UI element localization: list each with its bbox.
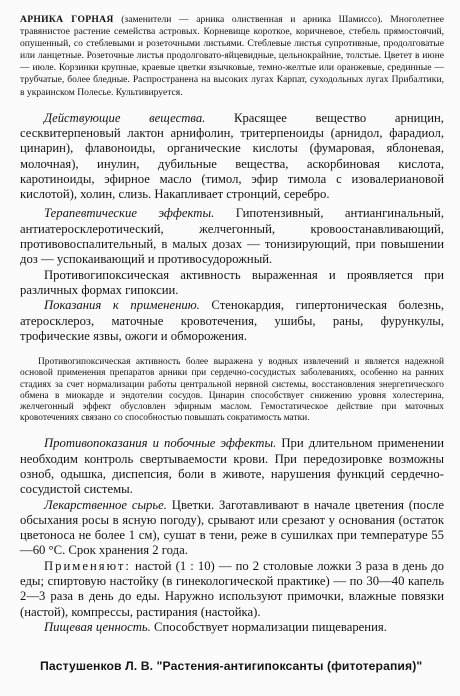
therapeutic-effects-paragraph [20,206,444,267]
therapeutic-effects-text: Гипотензивный, антиангинальный, антиатеросклеротический, желчегонный, кровоостанавливающий, противовоспалительный, в малых дозах — тонизирующий, при повышении доз — успокаивающий и противосудорожный. [20,206,444,267]
antihypoxic-paragraph: Противогипоксическая активность выраженная и проявляется при различных формах гипоксии. [20,267,444,297]
raw-material-text: Цветки. Заготавливают в начале цветения (после обсыхания росы в ясную погоду), срывают или срезают у основания (остаток цветоноса не более 1 см), сушат в тени, реже в сушилках при температуре 55—60 °С. Срок хранения 2 года. [20,497,444,558]
therapeutic-effects-label: Терапевтические эффекты. [44,206,215,221]
usage-text: настой (1 : 10) — по 2 столовые ложки 3 раза в день до еды; спиртовую настойку (в гинекологической практике) — по 30—40 капель 2—3 раза в день до еды. Наружно используют примочки, влажные повязки (настой), компрессы, растирания (настойка). [20,558,444,619]
indications-label: Показания к применению. [44,298,200,313]
indications-text: Стенокардия, гипертоническая болезнь, атеросклероз, маточные кровотечения, ушибы, раны, фурункулы, трофические язвы, ожоги и обморожения. [20,298,444,343]
plant-title: АРНИКА ГОРНАЯ [20,14,114,25]
contraindications-text: При длительном применении необходим контроль свертываемости крови. При передозировке возможны озноб, одышка, диспепсия, боли в животе, нарушения функций сердечно-сосудистой системы. [20,436,444,497]
source-citation: Пастушенков Л. В. "Растения-антигипоксанты (фитотерапия)" [40,659,423,673]
contraindications-paragraph [20,436,444,497]
food-value-text: Способствует нормализации пищеварения. [150,619,387,634]
raw-material-label: Лекарственное сырье. [44,497,167,512]
active-substances-paragraph [20,111,444,203]
food-value-label: Пищевая ценность. [44,619,151,634]
plant-description-text: (заменители — арника олиственная и арника Шамиссо). Многолетнее травянистое растение семейства астровых. Корневище короткое, коричневое, стебель прямостоячий, опушенный, со стеблевыми и розеточными листьями. Стеблевые листья супротивные, продолговатые или ланцетные. Розеточные листья продолговато-яйцевидные, цельнокрайние, толстые. Цветет в июне — июле. Корзинки крупные, краевые цветки язычковые, темно-желтые или оранжевые, срединные — трубчатые, более бледные. Распространена на высоких лугах Карпат, суходольных лугах Прибалтики, в украинском Полесье. Культивируется. [20,14,444,98]
plant-description [20,14,444,99]
active-substances-text: Красящее вещество арницин, сесквитерпеновый лактон арнифолин, тритерпеноиды (арнидол, фарадиол, цинарин), флавоноиды, органические кислоты (фумаровая, яблоневая, молочная), инулин, дубильные вещества, аскорбиновая кислота, каротиноиды, эфирное масло (тимол, эфир тимола с изовалериановой кислотой), холин, слизь. Накапливает стронций, серебро. [20,110,444,202]
raw-material-paragraph [20,498,444,559]
small-print-note: Противогипоксическая активность более выражена у водных извлечений и является надежной основой применения препаратов арники при сердечно-сосудистых заболеваниях, особенно на ранних стадиях за счет нормализации работы центральной нервной системы, восстановления энергетического обмена в миокарде и эндотелии сосудов. Цинарин способствует снижению уровня холестерина, желчегонный эффект обусловлен эфирным маслом. Гемостатическое действие при маточных кровотечениях связано со способностью повышать сократимость матки. [20,357,444,424]
indications-paragraph [20,298,444,344]
contraindications-label: Противопоказания и побочные эффекты. [44,436,277,451]
usage-label: Применяют: [44,558,131,573]
food-value-paragraph [20,620,444,635]
active-substances-label: Действующие вещества. [44,110,206,125]
usage-paragraph [20,559,444,620]
